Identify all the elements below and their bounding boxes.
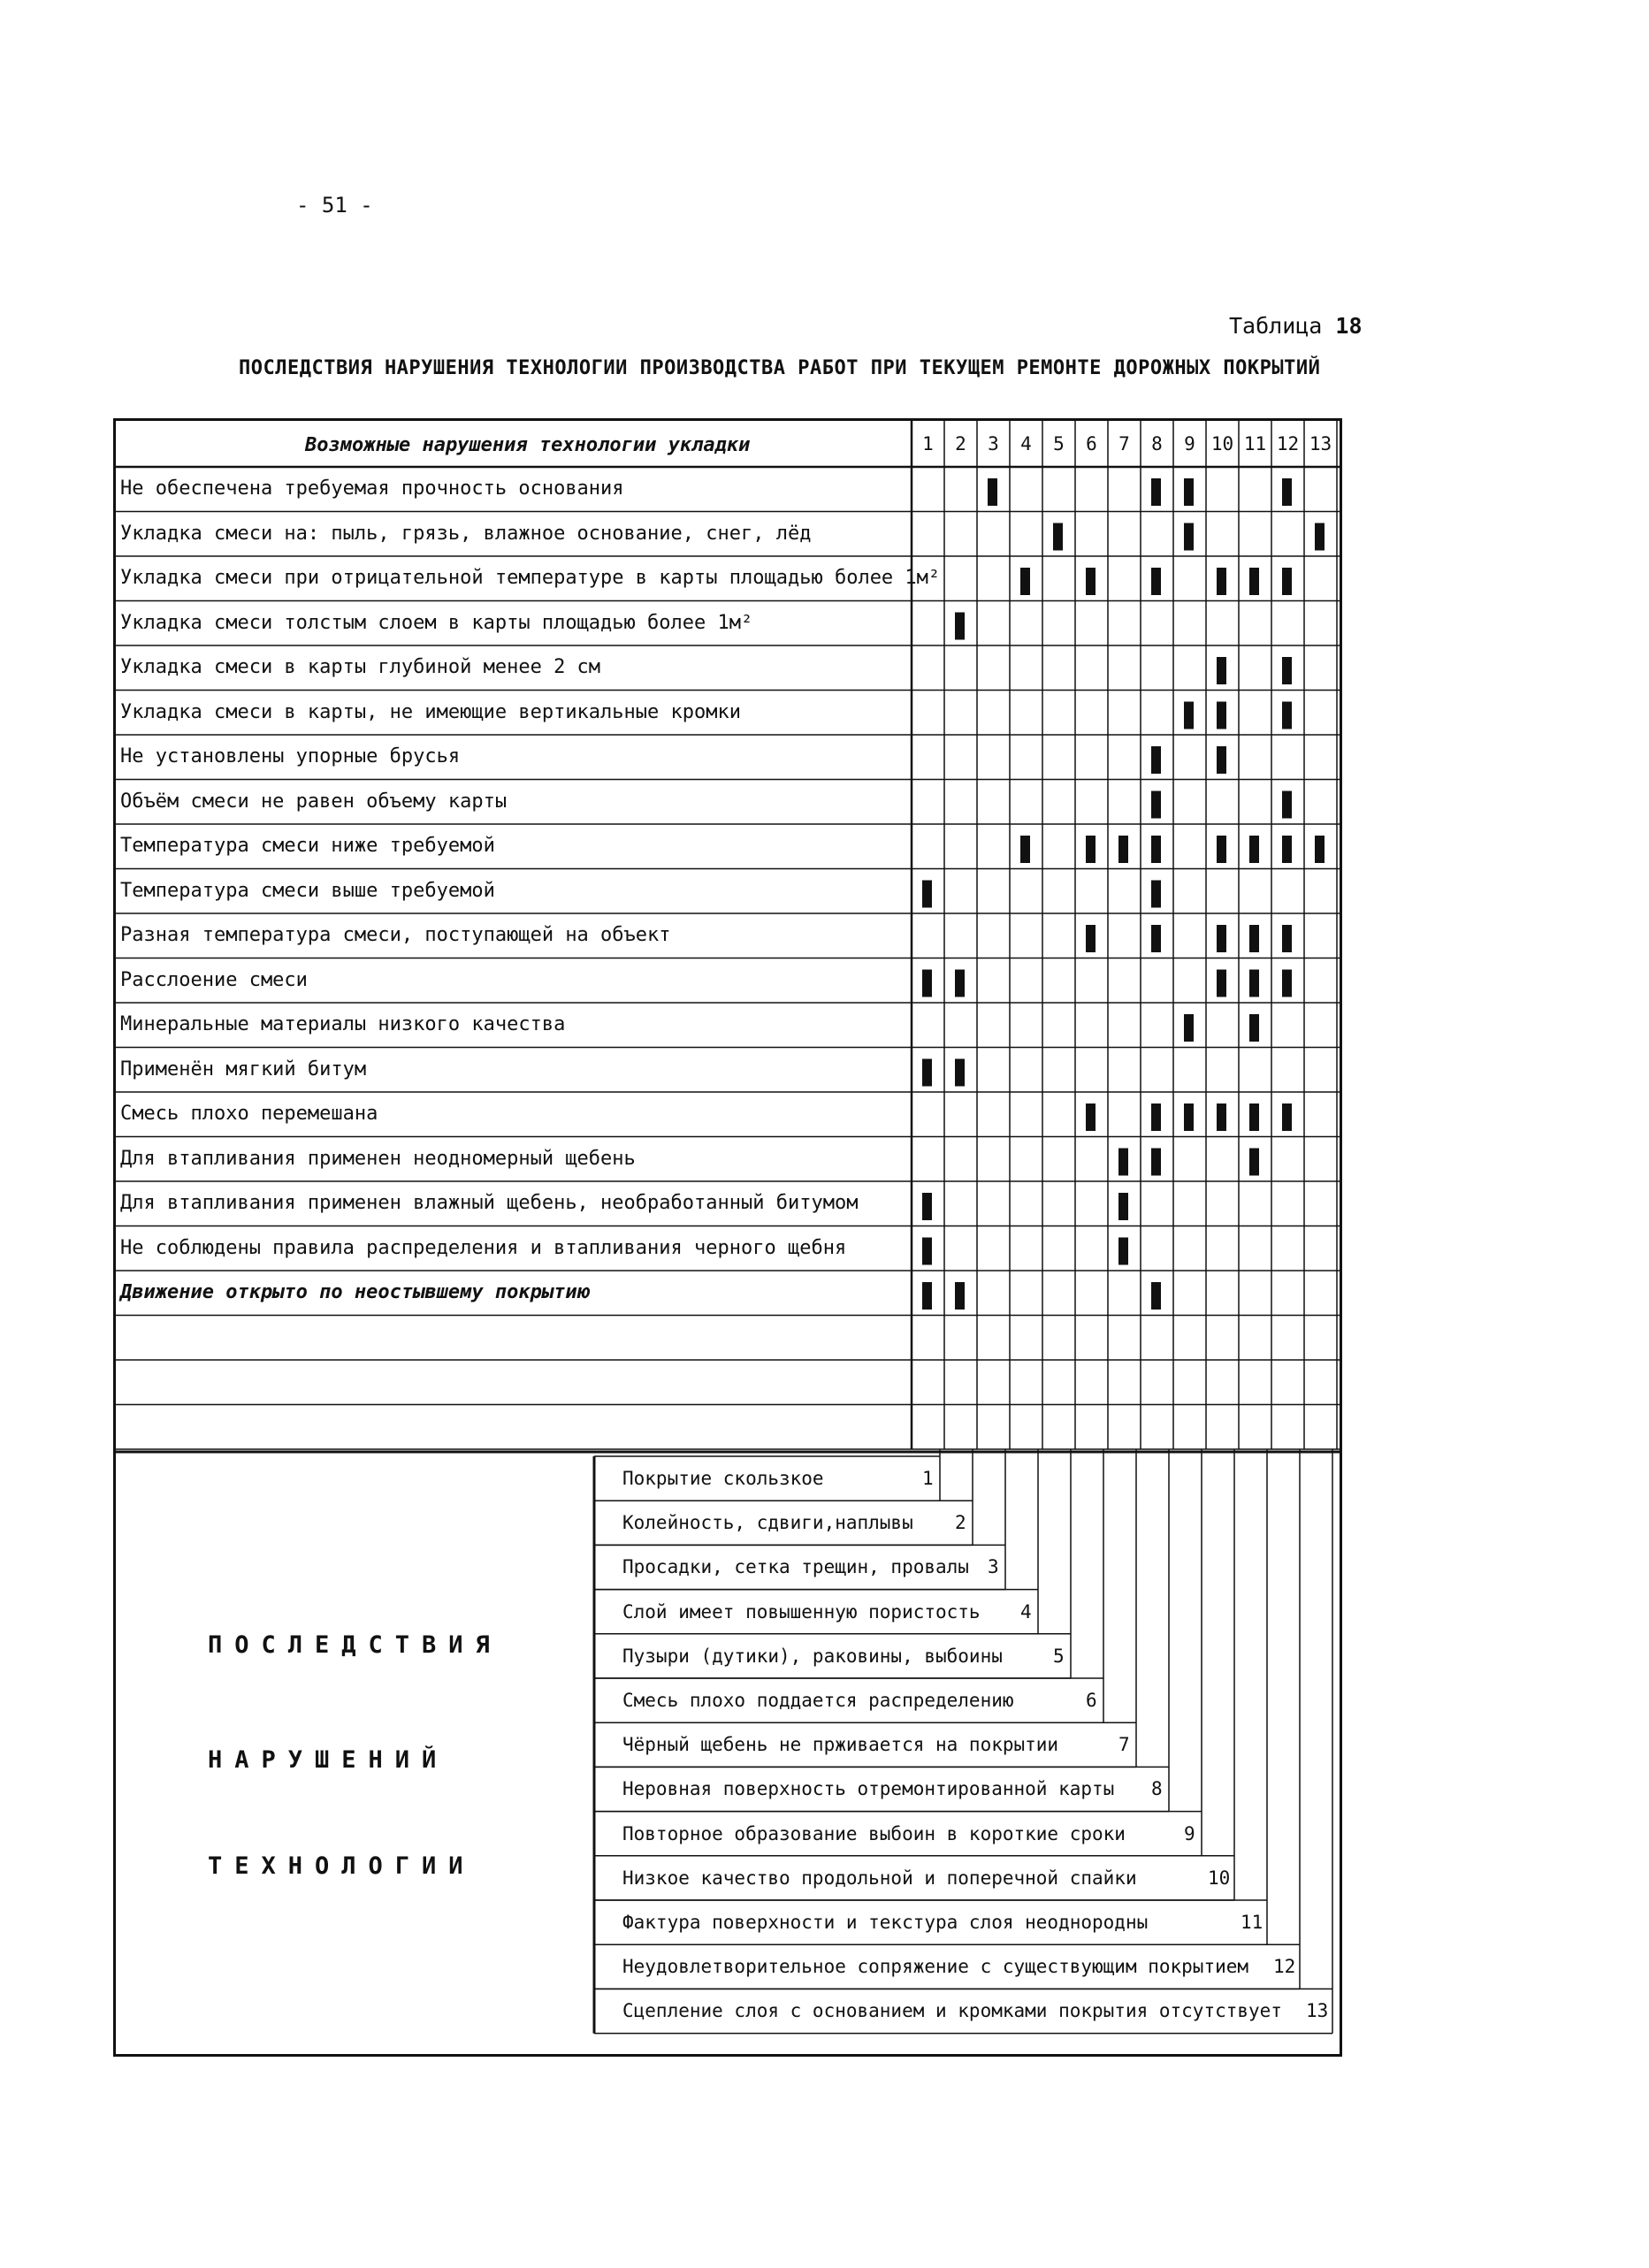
mark-row14-col2 [955,1059,965,1087]
consequence-number-11: 11 [1241,1912,1263,1933]
mark-row3-col6 [1086,568,1096,595]
mark-row9-col11 [1249,836,1259,863]
table-header-label: Возможные нарушения технологии укладки [305,434,751,456]
mark-row16-col7 [1118,1149,1128,1176]
row-label-3: Укладка смеси при отрицательной температуре в карты площадью более 1м² [120,567,941,589]
mark-row3-col12 [1282,568,1292,595]
mark-row11-col6 [1086,925,1096,952]
consequence-label-1: Покрытие скользкое [622,1468,824,1489]
consequence-label-12: Неудовлетворительное сопряжение с существующим покрытием [622,1956,1249,1978]
mark-row3-col11 [1249,568,1259,595]
consequence-number-9: 9 [1184,1822,1195,1844]
column-number-10: 10 [1210,433,1234,454]
mark-row1-col8 [1151,478,1161,506]
mark-row13-col9 [1184,1014,1194,1042]
mark-row7-col10 [1217,746,1226,774]
mark-row12-col2 [955,970,965,997]
consequence-number-3: 3 [988,1556,999,1578]
mark-row9-col12 [1282,836,1292,863]
side-label-2: НАРУШЕНИЙ [208,1746,449,1774]
consequence-label-4: Слой имеет повышенную пористость [622,1600,981,1623]
column-number-8: 8 [1151,433,1163,454]
consequence-label-3: Просадки, сетка трещин, провалы [622,1556,969,1578]
consequence-number-12: 12 [1273,1956,1296,1978]
consequence-label-9: Повторное образование выбоин в короткие сроки [622,1822,1126,1844]
column-number-4: 4 [1020,433,1032,454]
consequence-label-13: Сцепление слоя с основанием и кромками покрытия отсутствует [622,2000,1282,2022]
mark-row9-col8 [1151,836,1161,863]
mark-row11-col10 [1217,925,1226,952]
consequence-number-1: 1 [922,1468,934,1489]
column-number-9: 9 [1184,433,1195,454]
mark-row18-col7 [1118,1238,1128,1265]
mark-row15-col6 [1086,1103,1096,1131]
consequence-number-7: 7 [1118,1734,1130,1756]
page-number: - 51 - [296,193,373,218]
mark-row15-col11 [1249,1103,1259,1131]
mark-row3-col8 [1151,568,1161,595]
row-label-17: Для втапливания применен влажный щебень, необработанный битумом [120,1192,859,1214]
mark-row19-col8 [1151,1282,1161,1310]
mark-row8-col8 [1151,791,1161,819]
column-number-11: 11 [1243,433,1267,454]
column-number-3: 3 [988,433,999,454]
consequence-number-10: 10 [1208,1867,1231,1889]
mark-row15-col10 [1217,1103,1226,1131]
mark-row10-col1 [922,881,932,908]
mark-row9-col6 [1086,836,1096,863]
mark-row15-col12 [1282,1103,1292,1131]
consequence-label-6: Смесь плохо поддается распределению [622,1690,1014,1711]
row-label-18: Не соблюдены правила распределения и втапливания черного щебня [120,1236,847,1259]
mark-row11-col8 [1151,925,1161,952]
mark-row11-col11 [1249,925,1259,952]
consequence-number-4: 4 [1020,1600,1032,1623]
mark-row17-col1 [922,1193,932,1220]
mark-row4-col2 [955,613,965,640]
consequence-label-5: Пузыри (дутики), раковины, выбоины [622,1645,1003,1667]
column-number-1: 1 [922,433,934,454]
column-number-2: 2 [955,433,966,454]
mark-row11-col12 [1282,925,1292,952]
mark-row19-col1 [922,1282,932,1310]
mark-row9-col10 [1217,836,1226,863]
mark-row17-col7 [1118,1193,1128,1220]
row-label-6: Укладка смеси в карты, не имеющие вертикальные кромки [120,700,741,723]
mark-row3-col10 [1217,568,1226,595]
consequence-label-2: Колейность, сдвиги,наплывы [622,1512,913,1534]
mark-row15-col9 [1184,1103,1194,1131]
mark-row12-col1 [922,970,932,997]
row-label-7: Не установлены упорные брусья [120,745,461,767]
mark-row2-col13 [1315,523,1325,551]
row-label-8: Объём смеси не равен объему карты [120,790,508,813]
mark-row16-col11 [1249,1149,1259,1176]
table-title: ПОСЛЕДСТВИЯ НАРУШЕНИЯ ТЕХНОЛОГИИ ПРОИЗВОДСТВА РАБОТ ПРИ ТЕКУЩЕМ РЕМОНТЕ ДОРОЖНЫХ ПОКРЫТИЙ [239,357,1321,379]
row-label-2: Укладка смеси на: пыль, грязь, влажное основание, снег, лёд [120,522,812,545]
mark-row9-col13 [1315,836,1325,863]
mark-row2-col5 [1053,523,1063,551]
consequence-number-5: 5 [1053,1645,1065,1667]
column-number-6: 6 [1086,433,1097,454]
row-label-4: Укладка смеси толстым слоем в карты площадью более 1м² [120,611,753,634]
mark-row15-col8 [1151,1103,1161,1131]
column-number-12: 12 [1276,433,1300,454]
mark-row1-col9 [1184,478,1194,506]
consequence-label-7: Чёрный щебень не прживается на покрытии [622,1734,1059,1756]
mark-row2-col9 [1184,523,1194,551]
mark-row1-col12 [1282,478,1292,506]
table-number: 18 [1335,313,1363,339]
consequence-label-11: Фактура поверхности и текстура слоя неоднородны [622,1912,1149,1933]
consequence-number-13: 13 [1306,2000,1329,2022]
column-number-5: 5 [1053,433,1065,454]
mark-row1-col3 [988,478,997,506]
row-label-15: Смесь плохо перемешана [120,1103,378,1125]
row-label-19: Движение открыто по неостывшему покрытию [120,1281,589,1303]
mark-row6-col9 [1184,702,1194,729]
row-label-12: Расслоение смеси [120,968,308,991]
mark-row16-col8 [1151,1149,1161,1176]
mark-row19-col2 [955,1282,965,1310]
consequence-number-6: 6 [1086,1690,1097,1711]
side-label-3: ТЕХНОЛОГИИ [208,1852,476,1880]
mark-row12-col12 [1282,970,1292,997]
mark-row13-col11 [1249,1014,1259,1042]
row-label-5: Укладка смеси в карты глубиной менее 2 см [120,656,601,678]
mark-row9-col7 [1118,836,1128,863]
column-number-13: 13 [1309,433,1332,454]
row-label-13: Минеральные материалы низкого качества [120,1013,566,1035]
mark-row10-col8 [1151,881,1161,908]
column-number-7: 7 [1118,433,1130,454]
mark-row7-col8 [1151,746,1161,774]
consequence-number-2: 2 [955,1512,966,1534]
mark-row6-col10 [1217,702,1226,729]
mark-row5-col10 [1217,657,1226,684]
mark-row14-col1 [922,1059,932,1087]
row-label-10: Температура смеси выше требуемой [120,879,495,902]
mark-row6-col12 [1282,702,1292,729]
row-label-16: Для втапливания применен неодномерный щебень [120,1147,636,1170]
mark-row8-col12 [1282,791,1292,819]
consequence-label-10: Низкое качество продольной и поперечной спайки [622,1867,1137,1889]
mark-row5-col12 [1282,657,1292,684]
row-label-1: Не обеспечена требуемая прочность основания [120,477,624,500]
row-label-9: Температура смеси ниже требуемой [120,835,495,857]
mark-row12-col10 [1217,970,1226,997]
side-label-1: ПОСЛЕДСТВИЯ [208,1631,502,1659]
row-label-11: Разная температура смеси, поступающей на объект [120,924,671,946]
consequence-label-8: Неровная поверхность отремонтированной карты [622,1778,1115,1800]
table-label-text: Таблица [1229,313,1323,339]
mark-row12-col11 [1249,970,1259,997]
row-label-14: Применён мягкий битум [120,1058,367,1081]
mark-row9-col4 [1020,836,1030,863]
mark-row18-col1 [922,1238,932,1265]
consequence-number-8: 8 [1151,1778,1163,1800]
mark-row3-col4 [1020,568,1030,595]
